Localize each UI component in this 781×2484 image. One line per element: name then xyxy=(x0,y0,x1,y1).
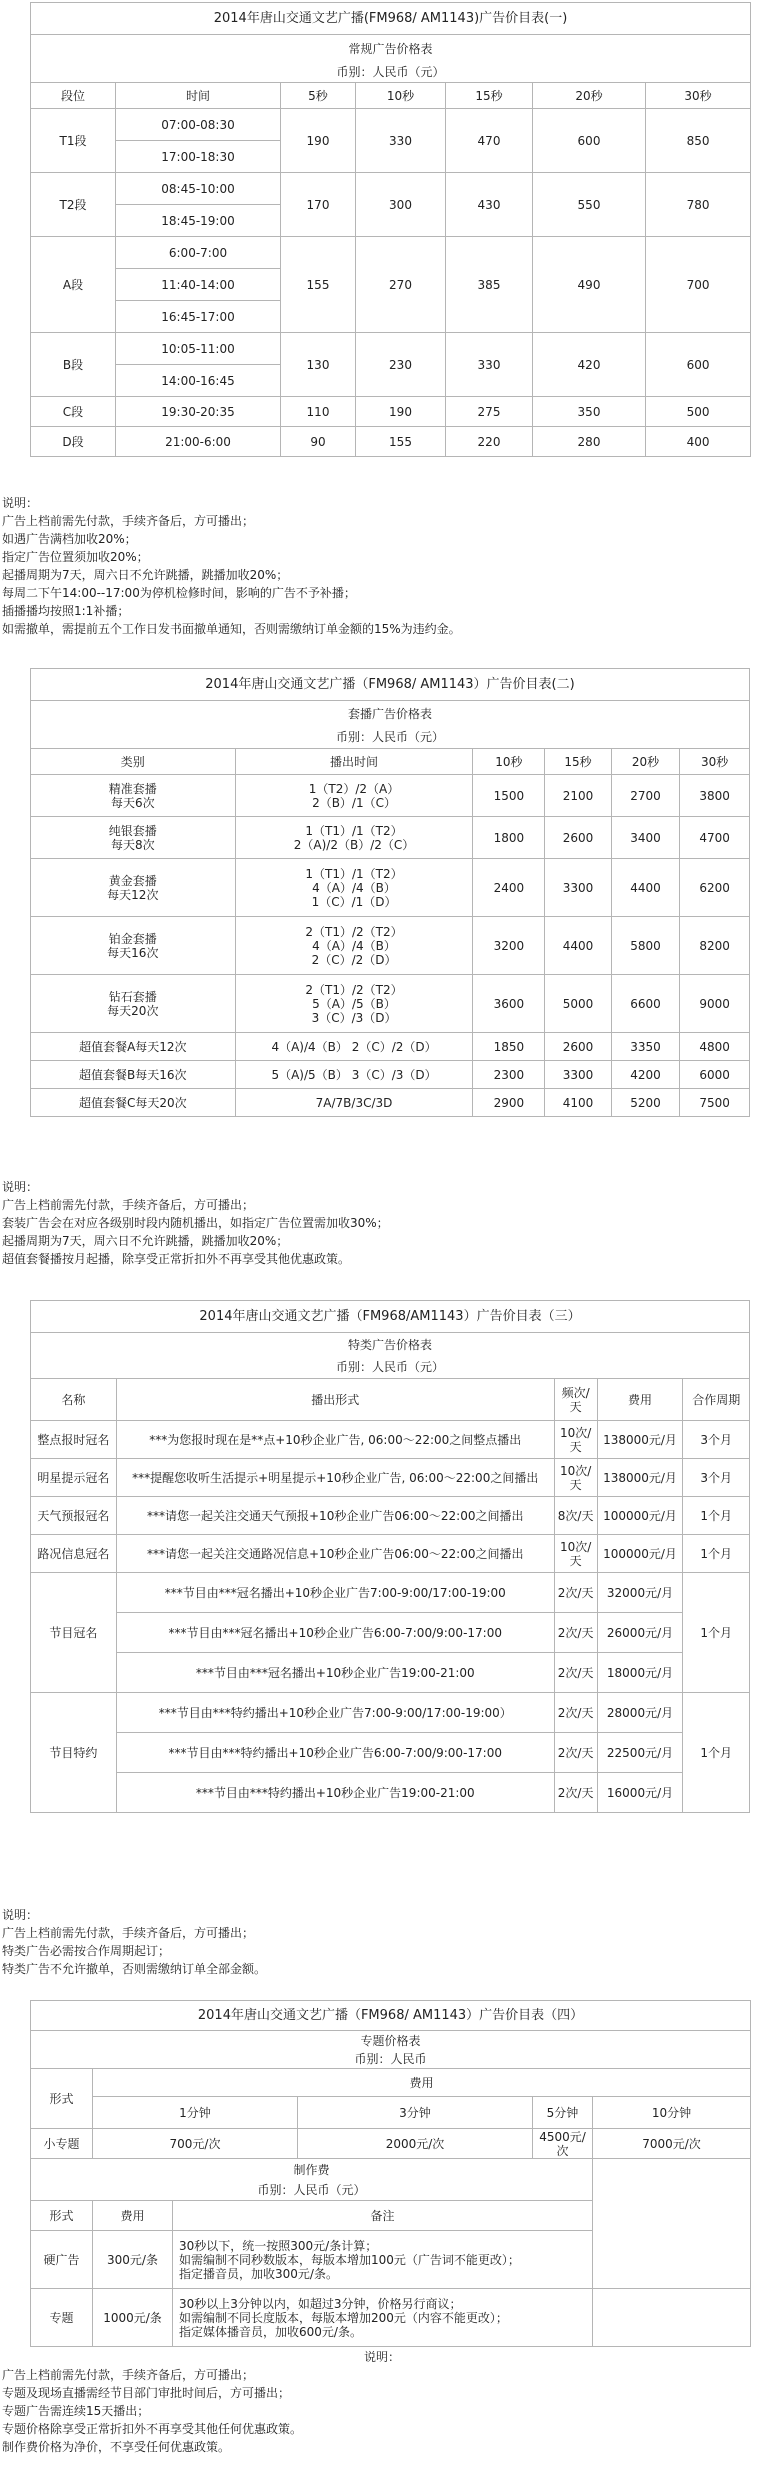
slot-name: D段 xyxy=(31,427,116,457)
form-name: 专题 xyxy=(31,2289,93,2347)
ad-name: 节目冠名 xyxy=(31,1573,117,1693)
table-row xyxy=(31,397,751,427)
col-header: 10秒 xyxy=(356,83,446,109)
package-frequency: 每天6次 xyxy=(110,795,155,810)
airtime-line: 4（A）/4（B） xyxy=(312,938,396,953)
period: 1个月 xyxy=(683,1535,750,1573)
fee: 100000元/月 xyxy=(597,1535,683,1573)
table-row xyxy=(31,2289,751,2347)
table-row xyxy=(31,1033,750,1061)
form-name: 小专题 xyxy=(31,2129,93,2159)
table-row xyxy=(31,1693,750,1733)
frequency: 2次/天 xyxy=(554,1693,597,1733)
table-row xyxy=(31,237,751,269)
broadcast-form: ***请您一起关注交通天气预报+10秒企业广告06:00～22:00之间播出 xyxy=(116,1497,554,1535)
period: 1个月 xyxy=(683,1497,750,1535)
airtime-line: 1（T2）/2（A） xyxy=(308,781,400,796)
col-header: 30秒 xyxy=(680,749,750,775)
price-cell: 2400 xyxy=(473,859,545,917)
price-cell: 700元/次 xyxy=(93,2129,298,2159)
duration-header: 5分钟 xyxy=(533,2097,593,2129)
broadcast-form: ***节目由***冠名播出+10秒企业广告6:00-7:00/9:00-17:00 xyxy=(116,1613,554,1653)
price-cell: 2600 xyxy=(545,817,611,859)
col-header: 频次/天 xyxy=(554,1379,597,1421)
broadcast-form: ***节目由***特约播出+10秒企业广告19:00-21:00 xyxy=(116,1773,554,1813)
price-cell: 5200 xyxy=(611,1089,680,1117)
table-row xyxy=(31,1613,750,1653)
price-cell: 170 xyxy=(281,173,356,237)
package-name: 超值套餐A每天12次 xyxy=(31,1033,236,1061)
table-row xyxy=(31,1773,750,1813)
currency-note: 币别：人民币（元） xyxy=(31,63,751,83)
slot-time: 08:45-10:00 xyxy=(116,173,281,205)
notes-1 xyxy=(2,494,772,638)
col-header: 合作周期 xyxy=(683,1379,750,1421)
period: 3个月 xyxy=(683,1459,750,1497)
note-line: 特类广告必需按合作周期起订； xyxy=(2,1944,171,1958)
fee: 138000元/月 xyxy=(597,1421,683,1459)
broadcast-form: ***提醒您收听生活提示+明星提示+10秒企业广告, 06:00～22:00之间播出 xyxy=(116,1459,554,1497)
col-header: 10秒 xyxy=(473,749,545,775)
col-header: 5秒 xyxy=(281,83,356,109)
slot-time: 17:00-18:30 xyxy=(116,141,281,173)
price-cell: 5800 xyxy=(611,917,680,975)
slot-name: A段 xyxy=(31,237,116,333)
price-cell: 550 xyxy=(533,173,646,237)
price-cell: 2300 xyxy=(473,1061,545,1089)
table-row xyxy=(31,1089,750,1117)
table-row xyxy=(31,817,750,859)
price-cell: 430 xyxy=(446,173,533,237)
price-cell: 190 xyxy=(356,397,446,427)
regular-price-table xyxy=(30,2,751,457)
slot-time: 07:00-08:30 xyxy=(116,109,281,141)
table-row xyxy=(31,1653,750,1693)
slot-time: 6:00-7:00 xyxy=(116,237,281,269)
price-cell: 330 xyxy=(446,333,533,397)
price-cell: 155 xyxy=(281,237,356,333)
price-cell: 4100 xyxy=(545,1089,611,1117)
slot-time: 14:00-16:45 xyxy=(116,365,281,397)
period: 1个月 xyxy=(683,1693,750,1813)
table-row xyxy=(31,1497,750,1535)
frequency: 2次/天 xyxy=(554,1573,597,1613)
duration-header: 3分钟 xyxy=(298,2097,533,2129)
fee: 100000元/月 xyxy=(597,1497,683,1535)
table-row xyxy=(31,173,751,205)
note-line: 如需撤单，需提前五个工作日发书面撤单通知，否则需缴纳订单金额的15%为违约金。 xyxy=(2,622,461,636)
price-cell: 490 xyxy=(533,237,646,333)
frequency: 2次/天 xyxy=(554,1653,597,1693)
table-row xyxy=(31,1421,750,1459)
frequency: 8次/天 xyxy=(554,1497,597,1535)
airtime-line: 4（A)/4（B） 2（C）/2（D） xyxy=(235,1033,473,1061)
price-cell: 4800 xyxy=(680,1033,750,1061)
production-subtitle: 制作费 xyxy=(31,2159,593,2181)
price-cell: 155 xyxy=(356,427,446,457)
fee: 28000元/月 xyxy=(597,1693,683,1733)
price-cell: 3300 xyxy=(545,859,611,917)
price-cell: 3600 xyxy=(473,975,545,1033)
table-title: 2014年唐山交通文艺广播(FM968/ AM1143)广告价目表(一) xyxy=(31,3,751,35)
slot-name: C段 xyxy=(31,397,116,427)
price-cell: 7500 xyxy=(680,1089,750,1117)
slot-name: T2段 xyxy=(31,173,116,237)
table-subtitle: 特类广告价格表 xyxy=(31,1333,750,1357)
price-cell: 3200 xyxy=(473,917,545,975)
currency-note: 币别：人民币 xyxy=(31,2051,751,2069)
frequency: 2次/天 xyxy=(554,1733,597,1773)
airtime-line: 4（A）/4（B） xyxy=(312,880,396,895)
slot-time: 21:00-6:00 xyxy=(116,427,281,457)
airtime-line: 5（A)/5（B） 3（C）/3（D） xyxy=(235,1061,473,1089)
frequency: 10次/天 xyxy=(554,1535,597,1573)
package-price-table xyxy=(30,668,750,1117)
price-cell: 1500 xyxy=(473,775,545,817)
price-cell: 420 xyxy=(533,333,646,397)
price-cell: 400 xyxy=(646,427,751,457)
slot-time: 16:45-17:00 xyxy=(116,301,281,333)
price-cell: 3300 xyxy=(545,1061,611,1089)
airtime-line: 2（C）/2（D） xyxy=(311,952,397,967)
table-row xyxy=(31,975,750,1033)
broadcast-form: ***节目由***冠名播出+10秒企业广告19:00-21:00 xyxy=(116,1653,554,1693)
col-header: 备注 xyxy=(173,2201,593,2231)
price-cell: 1850 xyxy=(473,1033,545,1061)
price-cell: 220 xyxy=(446,427,533,457)
special-price-table xyxy=(30,1300,750,1813)
col-header: 名称 xyxy=(31,1379,117,1421)
remark-line: 如需编制不同长度版本，每版本增加200元（内容不能更改）； xyxy=(179,2310,508,2325)
fee: 26000元/月 xyxy=(597,1613,683,1653)
period: 1个月 xyxy=(683,1573,750,1693)
price-cell: 6600 xyxy=(611,975,680,1033)
note-line: 起播周期为7天，周六日不允许跳播，跳播加收20%； xyxy=(2,568,289,582)
note-line: 广告上档前需先付款，手续齐备后，方可播出； xyxy=(2,2368,255,2382)
table-row xyxy=(31,1535,750,1573)
price-cell: 385 xyxy=(446,237,533,333)
ad-name: 整点报时冠名 xyxy=(31,1421,117,1459)
package-name: 黄金套播 xyxy=(108,873,157,888)
table-row xyxy=(31,333,751,365)
ad-name: 明星提示冠名 xyxy=(31,1459,117,1497)
price-cell: 230 xyxy=(356,333,446,397)
price-cell: 5000 xyxy=(545,975,611,1033)
price-cell: 3350 xyxy=(611,1033,680,1061)
frequency: 10次/天 xyxy=(554,1421,597,1459)
ad-name: 路况信息冠名 xyxy=(31,1535,117,1573)
currency-note: 币别：人民币（元） xyxy=(31,727,750,749)
form-name: 硬广告 xyxy=(31,2231,93,2289)
package-frequency: 每天16次 xyxy=(107,945,159,960)
fee: 300元/条 xyxy=(93,2231,173,2289)
table-row xyxy=(31,1733,750,1773)
table-subtitle: 常规广告价格表 xyxy=(31,35,751,63)
slot-name: B段 xyxy=(31,333,116,397)
price-cell: 8200 xyxy=(680,917,750,975)
ad-name: 节目特约 xyxy=(31,1693,117,1813)
note-line: 特类广告不允许撤单，否则需缴纳订单全部金额。 xyxy=(2,1962,267,1976)
remark-line: 指定播音员，加收300元/条。 xyxy=(179,2266,338,2281)
price-cell: 190 xyxy=(281,109,356,173)
col-header: 段位 xyxy=(31,83,116,109)
package-name: 超值套餐C每天20次 xyxy=(31,1089,236,1117)
col-header: 15秒 xyxy=(545,749,611,775)
note-line: 广告上档前需先付款，手续齐备后，方可播出； xyxy=(2,514,255,528)
price-cell: 600 xyxy=(646,333,751,397)
slot-name: T1段 xyxy=(31,109,116,173)
note-line: 超值套餐播按月起播，除享受正常折扣外不再享受其他优惠政策。 xyxy=(2,1252,351,1266)
price-cell: 110 xyxy=(281,397,356,427)
duration-header: 1分钟 xyxy=(93,2097,298,2129)
airtime-line: 1（T1）/1（T2） xyxy=(305,823,403,838)
col-header: 类别 xyxy=(31,749,236,775)
notes-title: 说明： xyxy=(363,2350,400,2364)
col-header: 播出形式 xyxy=(116,1379,554,1421)
broadcast-form: ***节目由***特约播出+10秒企业广告7:00-9:00/17:00-19:00） xyxy=(116,1693,554,1733)
note-line: 说明： xyxy=(2,496,39,510)
col-header: 形式 xyxy=(31,2201,93,2231)
note-line: 广告上档前需先付款，手续齐备后，方可播出； xyxy=(2,1926,255,1940)
col-header: 时间 xyxy=(116,83,281,109)
price-cell: 500 xyxy=(646,397,751,427)
frequency: 2次/天 xyxy=(554,1613,597,1653)
table-row xyxy=(31,2231,751,2289)
price-cell: 9000 xyxy=(680,975,750,1033)
broadcast-form: ***节目由***特约播出+10秒企业广告6:00-7:00/9:00-17:00 xyxy=(116,1733,554,1773)
price-cell: 275 xyxy=(446,397,533,427)
col-header: 30秒 xyxy=(646,83,751,109)
price-cell: 4400 xyxy=(611,859,680,917)
fee: 32000元/月 xyxy=(597,1573,683,1613)
note-line: 插播播均按照1:1补播； xyxy=(2,604,130,618)
note-line: 指定广告位置须加收20%； xyxy=(2,550,149,564)
currency-note: 币别：人民币（元） xyxy=(31,1357,750,1379)
notes-2 xyxy=(2,1178,772,1268)
note-line: 如遇广告满档加收20%； xyxy=(2,532,137,546)
duration-header: 10分钟 xyxy=(593,2097,751,2129)
fee: 16000元/月 xyxy=(597,1773,683,1813)
package-frequency: 每天8次 xyxy=(110,837,155,852)
col-header: 费用 xyxy=(597,1379,683,1421)
fee: 1000元/条 xyxy=(93,2289,173,2347)
package-frequency: 每天12次 xyxy=(107,887,159,902)
table-row xyxy=(31,1573,750,1613)
note-line: 每周二下午14:00--17:00为停机检修时间，影响的广告不予补播； xyxy=(2,586,356,600)
price-cell: 4200 xyxy=(611,1061,680,1089)
notes-3 xyxy=(2,1906,772,1978)
price-cell: 130 xyxy=(281,333,356,397)
table-row xyxy=(31,109,751,141)
price-cell: 6200 xyxy=(680,859,750,917)
note-line: 套装广告会在对应各级别时段内随机播出，如指定广告位置需加收30%； xyxy=(2,1216,389,1230)
col-header: 20秒 xyxy=(533,83,646,109)
airtime-line: 2（B）/1（C） xyxy=(312,795,396,810)
price-cell: 850 xyxy=(646,109,751,173)
table-row xyxy=(31,859,750,917)
remark-line: 如需编制不同秒数版本，每版本增加100元（广告词不能更改）； xyxy=(179,2252,520,2267)
price-cell: 4500元/次 xyxy=(533,2129,593,2159)
price-cell: 330 xyxy=(356,109,446,173)
price-cell: 2700 xyxy=(611,775,680,817)
table-row xyxy=(31,427,751,457)
remark-line: 指定媒体播音员，加收600元/条。 xyxy=(179,2324,362,2339)
slot-time: 10:05-11:00 xyxy=(116,333,281,365)
frequency: 10次/天 xyxy=(554,1459,597,1497)
price-cell: 2100 xyxy=(545,775,611,817)
price-cell: 4400 xyxy=(545,917,611,975)
col-header: 15秒 xyxy=(446,83,533,109)
price-cell: 2900 xyxy=(473,1089,545,1117)
fee: 22500元/月 xyxy=(597,1733,683,1773)
slot-time: 18:45-19:00 xyxy=(116,205,281,237)
remark-line: 30秒以上3分钟以内，如超过3分钟，价格另行商议； xyxy=(179,2296,462,2311)
table-row xyxy=(31,1061,750,1089)
slot-time: 11:40-14:00 xyxy=(116,269,281,301)
price-cell: 780 xyxy=(646,173,751,237)
table-row xyxy=(31,917,750,975)
price-cell: 350 xyxy=(533,397,646,427)
frequency: 2次/天 xyxy=(554,1773,597,1813)
price-cell: 270 xyxy=(356,237,446,333)
price-cell: 280 xyxy=(533,427,646,457)
price-cell: 7000元/次 xyxy=(593,2129,751,2159)
price-cell: 470 xyxy=(446,109,533,173)
col-header: 播出时间 xyxy=(235,749,473,775)
feature-price-table xyxy=(30,2000,751,2347)
col-header: 形式 xyxy=(31,2069,93,2129)
note-line: 说明： xyxy=(2,1908,39,1922)
airtime-line: 1（C）/1（D） xyxy=(311,894,397,909)
currency-note: 币别：人民币（元） xyxy=(31,2181,593,2201)
price-cell: 90 xyxy=(281,427,356,457)
airtime-line: 2（A)/2（B）/2（C） xyxy=(293,837,415,852)
remark-line: 30秒以下，统一按照300元/条计算； xyxy=(179,2238,378,2253)
price-cell: 4700 xyxy=(680,817,750,859)
package-name: 钻石套播 xyxy=(108,989,157,1004)
table-title: 2014年唐山交通文艺广播（FM968/AM1143）广告价目表（三） xyxy=(31,1301,750,1333)
table-row xyxy=(31,2129,751,2159)
table-subtitle: 专题价格表 xyxy=(31,2031,751,2051)
price-cell: 3400 xyxy=(611,817,680,859)
price-cell: 2000元/次 xyxy=(298,2129,533,2159)
airtime-line: 2（T1）/2（T2） xyxy=(305,924,403,939)
ad-name: 天气预报冠名 xyxy=(31,1497,117,1535)
price-cell: 1800 xyxy=(473,817,545,859)
package-name: 铂金套播 xyxy=(108,931,157,946)
airtime-line: 1（T1）/1（T2） xyxy=(305,866,403,881)
package-name: 超值套餐B每天16次 xyxy=(31,1061,236,1089)
fee: 138000元/月 xyxy=(597,1459,683,1497)
note-line: 制作费价格为净价，不享受任何优惠政策。 xyxy=(2,2440,231,2454)
price-cell: 3800 xyxy=(680,775,750,817)
airtime-line: 5（A）/5（B） xyxy=(312,996,396,1011)
fee: 18000元/月 xyxy=(597,1653,683,1693)
note-line: 专题价格除享受正常折扣外不再享受其他任何优惠政策。 xyxy=(2,2422,303,2436)
airtime-line: 3（C）/3（D） xyxy=(311,1010,397,1025)
broadcast-form: ***为您报时现在是**点+10秒企业广告, 06:00～22:00之间整点播出 xyxy=(116,1421,554,1459)
broadcast-form: ***节目由***冠名播出+10秒企业广告7:00-9:00/17:00-19:00 xyxy=(116,1573,554,1613)
price-cell: 700 xyxy=(646,237,751,333)
note-line: 专题及现场直播需经节目部门审批时间后，方可播出； xyxy=(2,2386,291,2400)
slot-time: 19:30-20:35 xyxy=(116,397,281,427)
table-row xyxy=(31,775,750,817)
broadcast-form: ***请您一起关注交通路况信息+10秒企业广告06:00～22:00之间播出 xyxy=(116,1535,554,1573)
price-cell: 600 xyxy=(533,109,646,173)
note-line: 专题广告需连续15天播出； xyxy=(2,2404,150,2418)
col-header: 费用 xyxy=(93,2201,173,2231)
price-cell: 300 xyxy=(356,173,446,237)
note-line: 说明： xyxy=(2,1180,39,1194)
package-frequency: 每天20次 xyxy=(107,1003,159,1018)
col-header: 20秒 xyxy=(611,749,680,775)
note-line: 起播周期为7天，周六日不允许跳播，跳播加收20%； xyxy=(2,1234,289,1248)
table-title: 2014年唐山交通文艺广播（FM968/ AM1143）广告价目表(二) xyxy=(31,669,750,701)
price-cell: 2600 xyxy=(545,1033,611,1061)
period: 3个月 xyxy=(683,1421,750,1459)
table-row xyxy=(31,1459,750,1497)
col-header: 费用 xyxy=(93,2069,751,2097)
table-title: 2014年唐山交通文艺广播（FM968/ AM1143）广告价目表（四） xyxy=(31,2001,751,2031)
table-subtitle: 套播广告价格表 xyxy=(31,701,750,727)
package-name: 精准套播 xyxy=(108,781,157,796)
airtime-line: 2（T1）/2（T2） xyxy=(305,982,403,997)
price-cell: 6000 xyxy=(680,1061,750,1089)
airtime-line: 7A/7B/3C/3D xyxy=(235,1089,473,1117)
notes-4 xyxy=(2,2348,772,2456)
package-name: 纯银套播 xyxy=(108,823,157,838)
note-line: 广告上档前需先付款，手续齐备后，方可播出； xyxy=(2,1198,255,1212)
